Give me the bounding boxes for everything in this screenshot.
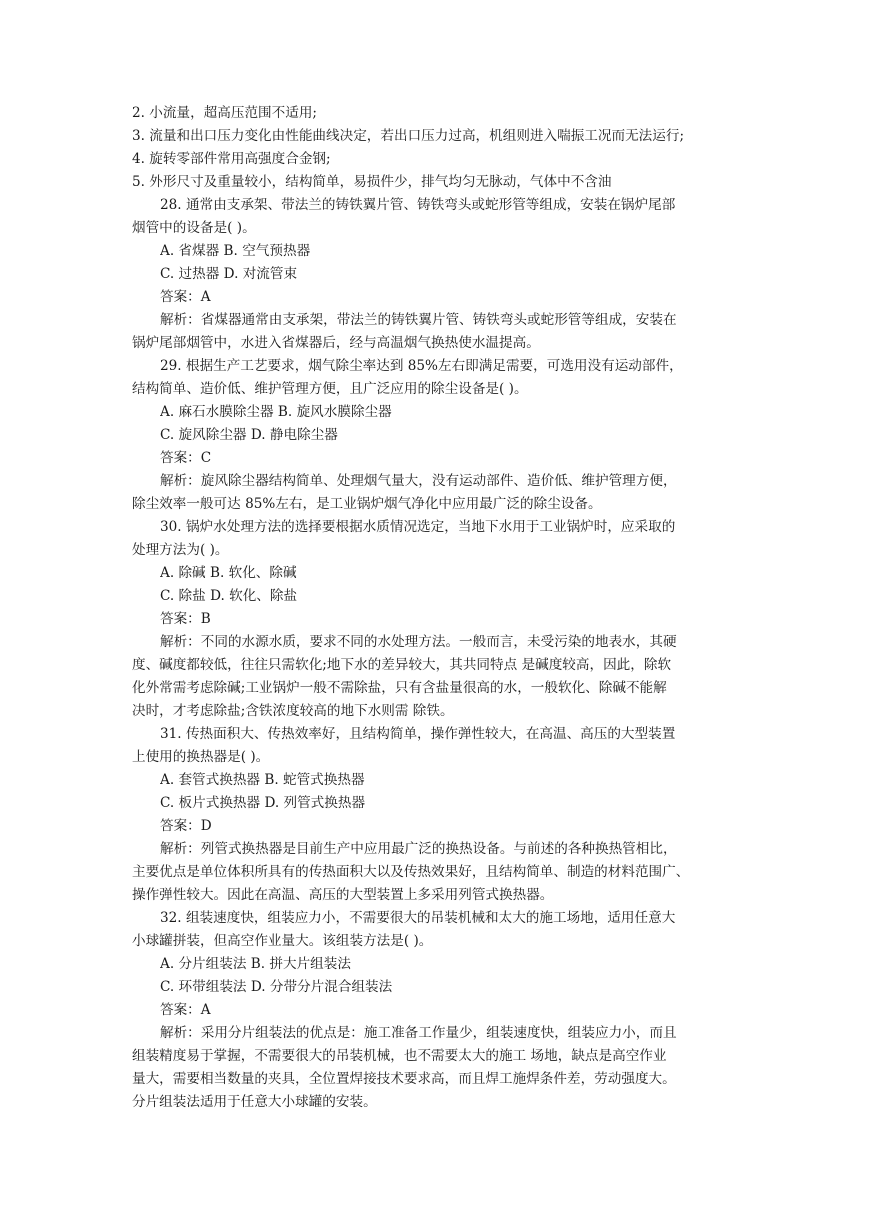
question-30-analysis: 度、碱度都较低，往往只需软化;地下水的差异较大，其共同特点 是碱度较高，因此，除软: [132, 657, 672, 673]
question-31-stem: 31. 传热面积大、传热效率好，且结构简单，操作弹性较大，在高温、高压的大型装置: [160, 726, 676, 742]
question-28-stem: 28. 通常由支承架、带法兰的铸铁翼片管、铸铁弯头或蛇形管等组成，安装在锅炉尾部: [160, 197, 676, 213]
question-30-option: C. 除盐 D. 软化、除盐: [160, 588, 298, 604]
intro-line: 3. 流量和出口压力变化由性能曲线决定，若出口压力过高，机组则进入喘振工况而无法运行;: [132, 128, 685, 144]
question-28-option: A. 省煤器 B. 空气预热器: [160, 243, 311, 259]
question-32-analysis: 组装精度易于掌握，不需要很大的吊装机械，也不需要太大的施工 场地，缺点是高空作业: [132, 1048, 667, 1064]
question-28-analysis: 锅炉尾部烟管中，水进入省煤器后，经与高温烟气换热使水温提高。: [132, 335, 540, 351]
question-30-option: A. 除碱 B. 软化、除碱: [160, 565, 297, 581]
intro-line: 2. 小流量，超高压范围不适用;: [132, 105, 317, 121]
question-30-analysis: 决时，才考虑除盐;含铁浓度较高的地下水则需 除铁。: [132, 703, 454, 719]
question-32-option: C. 环带组装法 D. 分带分片混合组装法: [160, 979, 393, 995]
question-28-stem: 烟管中的设备是( )。: [132, 220, 256, 236]
question-31-option: A. 套管式换热器 B. 蛇管式换热器: [160, 772, 365, 788]
question-29-stem: 29. 根据生产工艺要求，烟气除尘率达到 85%左右即满足需要，可选用没有运动部件，: [160, 358, 683, 374]
question-30-stem: 处理方法为( )。: [132, 542, 229, 558]
question-29-analysis: 解析：旋风除尘器结构简单、处理烟气量大，没有运动部件、造价低、维护管理方便，: [160, 473, 677, 489]
question-28-analysis: 解析：省煤器通常由支承架，带法兰的铸铁翼片管、铸铁弯头或蛇形管等组成，安装在: [160, 312, 677, 328]
question-32-analysis: 分片组装法适用于任意大小球罐的安装。: [132, 1094, 377, 1110]
question-31-analysis: 操作弹性较大。因此在高温、高压的大型装置上多采用列管式换热器。: [132, 887, 554, 903]
question-30-answer: 答案：B: [160, 611, 211, 627]
question-32-analysis: 量大，需要相当数量的夹具，全位置焊接技术要求高，而且焊工施焊条件差，劳动强度大。: [132, 1071, 676, 1087]
question-32-analysis: 解析：采用分片组装法的优点是：施工准备工作量少，组装速度快，组装应力小，而且: [160, 1025, 677, 1041]
question-29-answer: 答案：C: [160, 450, 212, 466]
question-29-analysis: 除尘效率一般可达 85%左右，是工业锅炉烟气净化中应用最广泛的除尘设备。: [132, 496, 602, 512]
question-32-answer: 答案：A: [160, 1002, 211, 1018]
question-30-analysis: 化外常需考虑除碱;工业锅炉一般不需除盐，只有含盐量很高的水，一般软化、除碱不能解: [132, 680, 667, 696]
question-31-option: C. 板片式换热器 D. 列管式换热器: [160, 795, 366, 811]
question-30-stem: 30. 锅炉水处理方法的选择要根据水质情况选定，当地下水用于工业锅炉时，应采取的: [160, 519, 676, 535]
question-28-option: C. 过热器 D. 对流管束: [160, 266, 298, 282]
question-32-stem: 32. 组装速度快，组装应力小，不需要很大的吊装机械和太大的施工场地，适用任意大: [160, 910, 676, 926]
question-29-option: A. 麻石水膜除尘器 B. 旋风水膜除尘器: [160, 404, 392, 420]
intro-line: 5. 外形尺寸及重量较小，结构简单，易损件少，排气均匀无脉动，气体中不含油: [132, 174, 612, 190]
question-31-analysis: 主要优点是单位体积所具有的传热面积大以及传热效果好，且结构简单、制造的材料范围广、: [132, 864, 690, 880]
intro-line: 4. 旋转零部件常用高强度合金钢;: [132, 151, 331, 167]
question-29-option: C. 旋风除尘器 D. 静电除尘器: [160, 427, 338, 443]
question-28-answer: 答案：A: [160, 289, 211, 305]
question-31-stem: 上使用的换热器是( )。: [132, 749, 270, 765]
question-29-stem: 结构简单、造价低、维护管理方便，且广泛应用的除尘设备是( )。: [132, 381, 528, 397]
question-31-answer: 答案：D: [160, 818, 212, 834]
question-32-option: A. 分片组装法 B. 拼大片组装法: [160, 956, 351, 972]
question-30-analysis: 解析：不同的水源水质，要求不同的水处理方法。一般而言，未受污染的地表水，其硬: [160, 634, 677, 650]
question-31-analysis: 解析：列管式换热器是目前生产中应用最广泛的换热设备。与前述的各种换热管相比，: [160, 841, 677, 857]
question-32-stem: 小球罐拼装，但高空作业量大。该组装方法是( )。: [132, 933, 433, 949]
